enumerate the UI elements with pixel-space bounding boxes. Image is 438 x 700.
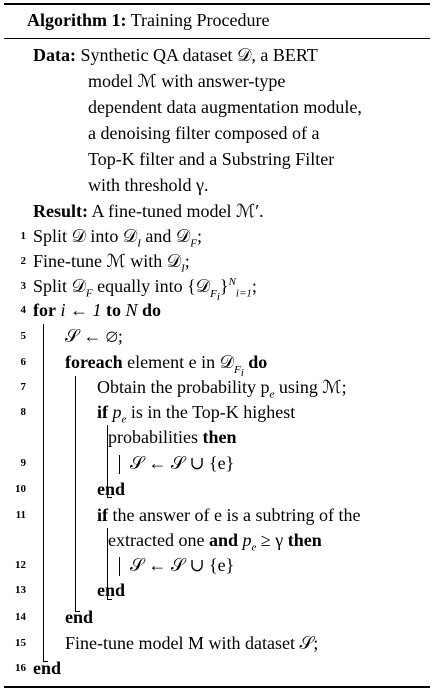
- result-label: Result:: [33, 201, 88, 221]
- bottom-rule: [4, 686, 430, 688]
- step-6-foreach: foreach element e in 𝒟$_{F_i}$ do: [65, 352, 268, 379]
- caption-rule: [4, 38, 430, 39]
- data-line-2: model ℳ with answer-type: [88, 71, 286, 91]
- data-label: Data:: [33, 45, 76, 65]
- step-8-cont: probabilities then: [108, 427, 237, 447]
- line-number: 5: [20, 330, 26, 342]
- data-line-6: with threshold γ.: [88, 175, 209, 195]
- data-line-5: Top-K filter and a Substring Filter: [88, 149, 335, 169]
- step-4-for: for i ← 1 to N do: [33, 300, 162, 320]
- step-12: 𝒮 ← 𝒮 ∪ {e}: [130, 555, 235, 575]
- line-number: 6: [20, 356, 26, 368]
- then1-guide: [119, 455, 120, 474]
- foreach-block-guide: [75, 376, 76, 611]
- line-number: 2: [20, 255, 26, 267]
- data-line-3: dependent data augmentation module,: [88, 97, 362, 117]
- algorithm-title: Training Procedure: [130, 10, 270, 30]
- line-number: 15: [15, 637, 26, 649]
- line-number: 9: [20, 457, 26, 469]
- data-line-1: Synthetic QA dataset 𝒟, a BERT: [80, 45, 318, 65]
- step-15: Fine-tune model M with dataset 𝒮;: [65, 633, 319, 653]
- step-14-end: end: [65, 607, 94, 627]
- step-5: 𝒮 ← ∅;: [65, 326, 123, 346]
- line-number: 1: [20, 230, 26, 242]
- line-number: 8: [20, 406, 26, 418]
- step-7: Obtain the probability $p_e$ using ℳ;: [97, 377, 347, 401]
- step-8-if: if $p_e$ is in the Top-K highest: [97, 402, 296, 426]
- algorithm-label: Algorithm 1:: [27, 10, 127, 30]
- top-rule: [4, 3, 430, 5]
- step-11-if: if the answer of e is a subtring of the: [97, 505, 361, 525]
- line-number: 14: [15, 611, 26, 623]
- line-number: 7: [20, 381, 26, 393]
- step-2: Fine-tune ℳ with 𝒟$_I$;: [33, 251, 190, 275]
- step-16-end: end: [33, 658, 62, 678]
- line-number: 11: [15, 509, 26, 521]
- data-header: [33, 44, 318, 66]
- result-line: [33, 200, 264, 222]
- then2-guide: [119, 557, 120, 576]
- line-number: 16: [15, 662, 26, 674]
- algorithm-caption: [27, 8, 270, 32]
- step-10-end: end: [97, 479, 126, 499]
- data-line-4: a denoising filter composed of a: [88, 123, 320, 143]
- step-9: 𝒮 ← 𝒮 ∪ {e}: [130, 453, 235, 473]
- step-11-cont: extracted one and $p_e \ge \gamma$ then: [108, 530, 322, 554]
- line-number: 12: [15, 559, 26, 571]
- step-1: Split 𝒟 into 𝒟$_I$ and 𝒟$_F$;: [33, 226, 203, 250]
- line-number: 3: [20, 280, 26, 292]
- result-text: A fine-tuned model ℳ′.: [91, 201, 264, 221]
- step-3: Split 𝒟$_F$ equally into {𝒟$_{F_i}$}$^N_{i=1}$;: [33, 276, 257, 303]
- step-13-end: end: [97, 580, 126, 600]
- line-number: 10: [15, 483, 26, 495]
- line-number: 13: [15, 584, 26, 596]
- for-block-guide: [43, 324, 44, 661]
- line-number: 4: [20, 304, 26, 316]
